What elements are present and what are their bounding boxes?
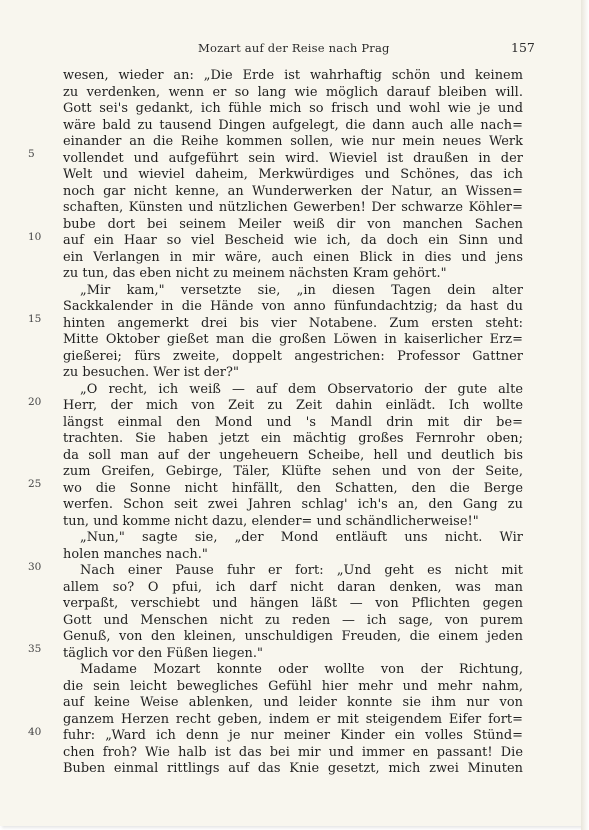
text-line: schaften, Künsten und nützlichen Gewerben! Der schwarze Köhler=	[63, 200, 523, 215]
text-line: wo die Sonne nicht hinfällt, den Schatten, den die Berge	[63, 480, 523, 496]
line-number: 5	[28, 148, 35, 160]
text-line: trachten. Sie haben jetzt ein mächtig großes Fernrohr oben;	[63, 431, 523, 446]
text-line: verpaßt, verschiebt und hängen läßt — von Pflichten gegen	[63, 596, 523, 611]
line-number: 25	[28, 478, 42, 490]
line-number: 30	[28, 561, 42, 573]
text-line: da soll man auf der ungeheuern Scheibe, hell und deutlich bis	[63, 447, 523, 463]
text-line: werfen. Schon seit zwei Jahren schlag' ich's an, den Gang zu	[63, 497, 523, 512]
page-number: 157	[511, 40, 535, 55]
text-line: Gott sei's gedankt, ich fühle mich so frisch und wohl wie je und	[63, 101, 523, 116]
text-line: „Mir kam," versetzte sie, „in diesen Tagen dein alter	[80, 282, 523, 298]
line-number: 20	[28, 396, 42, 408]
line-number: 15	[28, 313, 42, 325]
text-line: „Nun," sagte sie, „der Mond entläuft uns nicht. Wir	[80, 530, 523, 545]
text-line: längst einmal den Mond und 's Mandl drin mit dir be=	[63, 414, 523, 430]
text-line: zu besuchen. Wer ist der?"	[63, 365, 239, 380]
line-number: 40	[28, 726, 42, 738]
line-number: 35	[28, 643, 42, 655]
text-line: ganzem Herzen recht geben, indem er mit steigendem Eifer fort=	[63, 711, 523, 727]
text-line: zu tun, das eben nicht zu meinem nächsten Kram gehört."	[63, 266, 447, 281]
text-line: die sein leicht bewegliches Gefühl hier mehr und mehr nahm,	[63, 678, 523, 694]
text-line: allem so? O pfui, ich darf nicht daran denken, was man	[63, 579, 523, 595]
text-line: Genuß, von den kleinen, unschuldigen Freuden, die einem jeden	[63, 629, 523, 644]
text-line: fuhr: „Ward ich denn je nur meiner Kinder ein volles Stünd=	[63, 728, 523, 743]
text-line: Herr, der mich von Zeit zu Zeit dahin einlädt. Ich wollte	[63, 398, 523, 413]
text-line: Nach einer Pause fuhr er fort: „Und geht es nicht mit	[80, 563, 523, 578]
text-line: „O recht, ich weiß — auf dem Observatorio der gute alte	[80, 381, 523, 397]
text-line: holen manches nach."	[63, 546, 208, 562]
page-header	[0, 41, 582, 57]
text-line: ein Verlangen in mir wäre, auch einen Blick in dies und jens	[63, 249, 523, 265]
text-line: Sackkalender in die Hände von anno fünfundachtzig; da hast du	[63, 299, 523, 314]
text-line: Buben einmal rittlings auf das Knie gesetzt, mich zwei Minuten	[63, 761, 523, 776]
page-edge	[581, 0, 589, 830]
body-text	[63, 68, 523, 778]
text-line: zum Greifen, Gebirge, Täler, Klüfte sehen und von der Seite,	[63, 464, 523, 479]
text-line: Welt und wieviel daheim, Merkwürdiges und Schönes, das ich	[63, 167, 523, 182]
text-line: auf ein Haar so viel Bescheid wie ich, da doch ein Sinn und	[63, 233, 523, 248]
text-line: tun, und komme nicht dazu, elender= und schändlicherweise!"	[63, 513, 479, 529]
text-line: einander an die Reihe kommen sollen, wie nur mein neues Werk	[63, 134, 523, 149]
running-title: Mozart auf der Reise nach Prag	[198, 41, 390, 55]
text-line: hinten angemerkt drei bis vier Notabene. Zum ersten steht:	[63, 315, 523, 331]
text-line: täglich vor den Füßen liegen."	[63, 645, 264, 661]
text-line: wesen, wieder an: „Die Erde ist wahrhaftig schön und keinem	[63, 68, 523, 83]
text-line: vollendet und aufgeführt sein wird. Wieviel ist draußen in der	[63, 150, 523, 166]
text-line: noch gar nicht kenne, an Wunderwerken der Natur, an Wissen=	[63, 183, 523, 199]
text-line: Gott und Menschen nicht zu reden — ich sage, von purem	[63, 612, 523, 628]
text-line: auf keine Weise ablenken, und leider konnte sie ihm nur von	[63, 695, 523, 710]
text-line: Madame Mozart konnte oder wollte von der Richtung,	[80, 662, 523, 677]
text-line: chen froh? Wie halb ist das bei mir und immer en passant! Die	[63, 744, 523, 760]
text-line: zu verdenken, wenn er so lang wie möglich darauf bleiben will.	[63, 84, 523, 100]
text-line: bube dort bei seinem Meiler weiß dir von manchen Sachen	[63, 216, 523, 232]
text-line: wäre bald zu tausend Dingen aufgelegt, die dann auch alle nach=	[63, 117, 523, 133]
text-line: gießerei; fürs zweite, doppelt angestrichen: Professor Gattner	[63, 348, 523, 364]
text-line: Mitte Oktober gießet man die großen Löwen in kaiserlicher Erz=	[63, 332, 523, 347]
line-number: 10	[28, 231, 42, 243]
